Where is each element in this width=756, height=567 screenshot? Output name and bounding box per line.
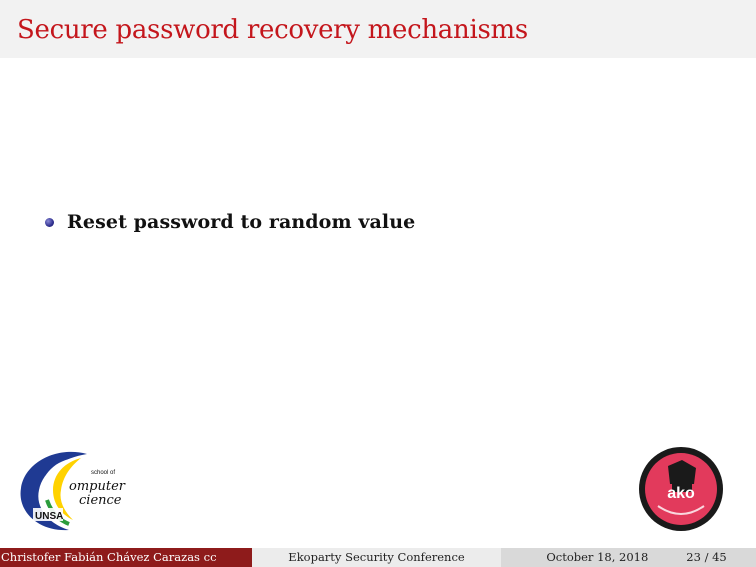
computer-science-logo: [17, 448, 145, 534]
logo-right-text: ako: [667, 485, 695, 502]
footer-page-number: 23 / 45: [686, 550, 727, 564]
title-bar: [0, 0, 756, 58]
footer-author: [0, 548, 252, 567]
footer-conference: Ekoparty Security Conference: [252, 548, 502, 567]
footer-date: October 18, 2018: [546, 550, 649, 564]
footer: [0, 548, 756, 567]
footer-author-name: Christofer Fabián Chávez Carazas: [1, 550, 200, 564]
footer-date-page: [501, 548, 756, 567]
logo-badge-text: UNSA: [35, 511, 64, 522]
bullet-text: Reset password to random value: [67, 211, 416, 233]
logo-line1-text: omputer: [69, 479, 125, 494]
footer-author-trail: cc: [203, 550, 217, 564]
logo-school-text: school of: [91, 470, 116, 476]
bullet-item: [45, 211, 415, 233]
logo-line2-text: cience: [79, 493, 122, 508]
bullet-icon: [45, 218, 54, 227]
slide-title: Secure password recovery mechanisms: [17, 15, 528, 45]
ekoparty-logo: [638, 446, 724, 532]
